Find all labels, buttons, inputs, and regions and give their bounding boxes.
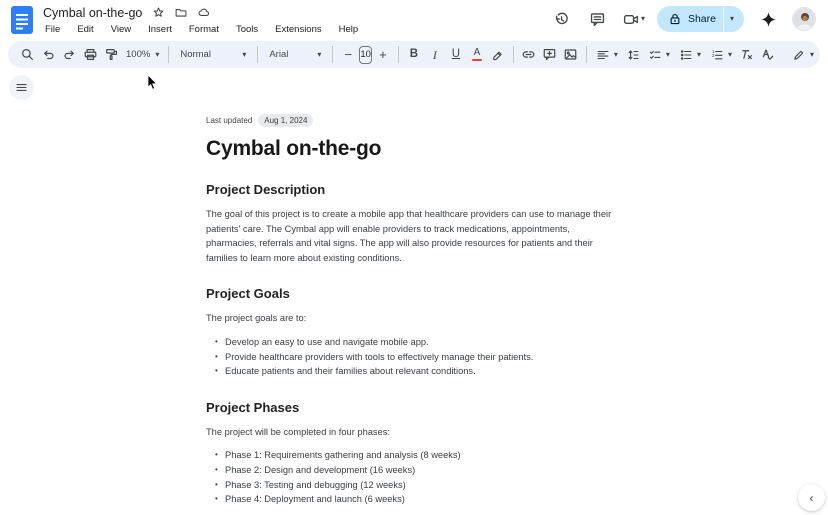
share-button-label: Share [687, 13, 716, 25]
caret-down-icon: ▾ [613, 49, 618, 59]
font-size-field[interactable]: 10 [359, 46, 372, 64]
toolbar-divider [332, 46, 333, 63]
docs-logo-icon[interactable] [10, 5, 34, 35]
spelling-check-button[interactable] [758, 45, 778, 65]
caret-down-icon: ▾ [640, 14, 645, 23]
list-item: • Develop an easy to use and navigate mobile app. [206, 335, 618, 350]
zoom-select[interactable] [122, 45, 163, 65]
toolbar [8, 41, 820, 68]
move-folder-icon[interactable] [174, 6, 188, 20]
menu-insert[interactable]: Insert [148, 24, 172, 35]
svg-text:1: 1 [711, 48, 715, 54]
caret-down-icon: ▾ [155, 49, 160, 59]
account-avatar[interactable] [792, 7, 816, 31]
underline-button[interactable]: U [451, 47, 461, 60]
top-bar [0, 0, 828, 40]
list-item: • Phase 1: Requirements gathering and analysis (8 weeks) [206, 448, 618, 463]
italic-button[interactable]: I [432, 47, 437, 62]
paragraph-styles-select[interactable] [174, 45, 252, 65]
doc-heading-title: Cymbal on-the-go [206, 137, 382, 160]
date-chip[interactable]: Aug 1, 2024 [258, 114, 313, 127]
numbered-list-select[interactable] [706, 45, 736, 65]
comments-button[interactable] [586, 7, 610, 31]
section-heading-description: Project Description [206, 182, 326, 197]
star-icon[interactable] [151, 6, 165, 20]
caret-down-icon: ▾ [242, 49, 247, 59]
description-paragraph: The goal of this project is to create a mobile app that healthcare providers can use to manage their patients' care. The Cymbal app will enable providers to track medications, appointments, pharmacies, referrals and vital signs. The app will also provide resources for patients and their families to learn more about existing conditions. [206, 209, 612, 263]
menu-format[interactable]: Format [188, 24, 219, 35]
editing-mode-select[interactable] [788, 45, 818, 65]
caret-down-icon: ▾ [317, 49, 322, 59]
line-spacing-button[interactable] [623, 45, 643, 65]
share-button[interactable] [657, 6, 744, 32]
font-select[interactable] [263, 45, 327, 65]
caret-down-icon: ▾ [727, 49, 732, 59]
menu-tools[interactable]: Tools [235, 24, 259, 35]
doc-title[interactable]: Cymbal on-the-go [43, 5, 143, 20]
meet-button[interactable] [622, 11, 645, 28]
list-item: • Phase 2: Design and development (16 weeks) [206, 463, 618, 478]
checklist-select[interactable] [644, 45, 674, 65]
cloud-status-icon[interactable] [197, 6, 211, 20]
toolbar-divider [398, 46, 399, 63]
share-divider [723, 7, 724, 32]
redo-button[interactable] [59, 45, 79, 65]
print-button[interactable] [80, 45, 100, 65]
list-item: • Phase 3: Testing and debugging (12 weeks) [206, 478, 618, 493]
undo-button[interactable] [38, 45, 58, 65]
caret-down-icon: ▾ [809, 49, 814, 59]
insert-image-button[interactable] [561, 45, 581, 65]
align-select[interactable] [592, 45, 622, 65]
section-heading-phases: Project Phases [206, 399, 300, 415]
decrease-font-size-button[interactable]: − [344, 47, 353, 62]
toolbar-divider [586, 46, 587, 63]
search-button[interactable] [17, 45, 37, 65]
caret-down-icon: ▾ [696, 49, 701, 59]
increase-font-size-button[interactable]: + [379, 47, 387, 62]
bulleted-list-select[interactable] [675, 45, 705, 65]
text-color-button[interactable]: A [467, 45, 487, 65]
last-updated-label: Last updated [206, 116, 253, 125]
document-content[interactable] [206, 114, 618, 507]
insert-link-button[interactable] [519, 45, 539, 65]
menu-extensions[interactable]: Extensions [275, 24, 322, 35]
caret-down-icon: ▾ [665, 49, 670, 59]
toolbar-divider [168, 46, 169, 63]
toolbar-divider [513, 46, 514, 63]
text-color-swatch [472, 59, 482, 62]
styles-value: Normal [180, 49, 211, 60]
menu-bar [43, 23, 360, 36]
goals-intro: The project goals are to: [206, 313, 307, 324]
menu-edit[interactable]: Edit [77, 24, 94, 35]
gemini-sparkle-icon[interactable] [756, 7, 780, 31]
chevron-left-icon: ‹ [809, 490, 814, 505]
menu-file[interactable]: File [45, 24, 61, 35]
list-item: • Phase 4: Deployment and launch (6 weeks) [206, 492, 618, 507]
paint-format-button[interactable] [101, 45, 121, 65]
svg-text:2: 2 [711, 52, 715, 58]
add-comment-button[interactable] [540, 45, 560, 65]
toolbar-divider [257, 46, 258, 63]
document-outline-button[interactable] [9, 75, 34, 100]
clear-formatting-button[interactable] [737, 45, 757, 65]
goals-list [206, 335, 618, 379]
document-canvas[interactable] [0, 68, 828, 507]
menu-view[interactable]: View [110, 24, 132, 35]
phases-intro: The project will be completed in four phases: [206, 426, 390, 437]
collapse-side-panel-button[interactable] [798, 484, 825, 511]
font-value: Arial [269, 49, 289, 60]
share-caret-icon[interactable]: ▾ [729, 14, 734, 23]
version-history-button[interactable] [550, 7, 574, 31]
section-heading-goals: Project Goals [206, 286, 290, 302]
menu-help[interactable]: Help [338, 24, 359, 35]
bold-button[interactable]: B [409, 47, 419, 60]
last-updated-row [206, 114, 618, 127]
highlight-color-button[interactable] [488, 45, 508, 65]
phases-list [206, 448, 618, 506]
zoom-value: 100% [126, 49, 151, 60]
list-item: • Provide healthcare providers with tools to effectively manage their patients. [206, 350, 618, 365]
list-item: • Educate patients and their families about relevant conditions. [206, 364, 618, 379]
